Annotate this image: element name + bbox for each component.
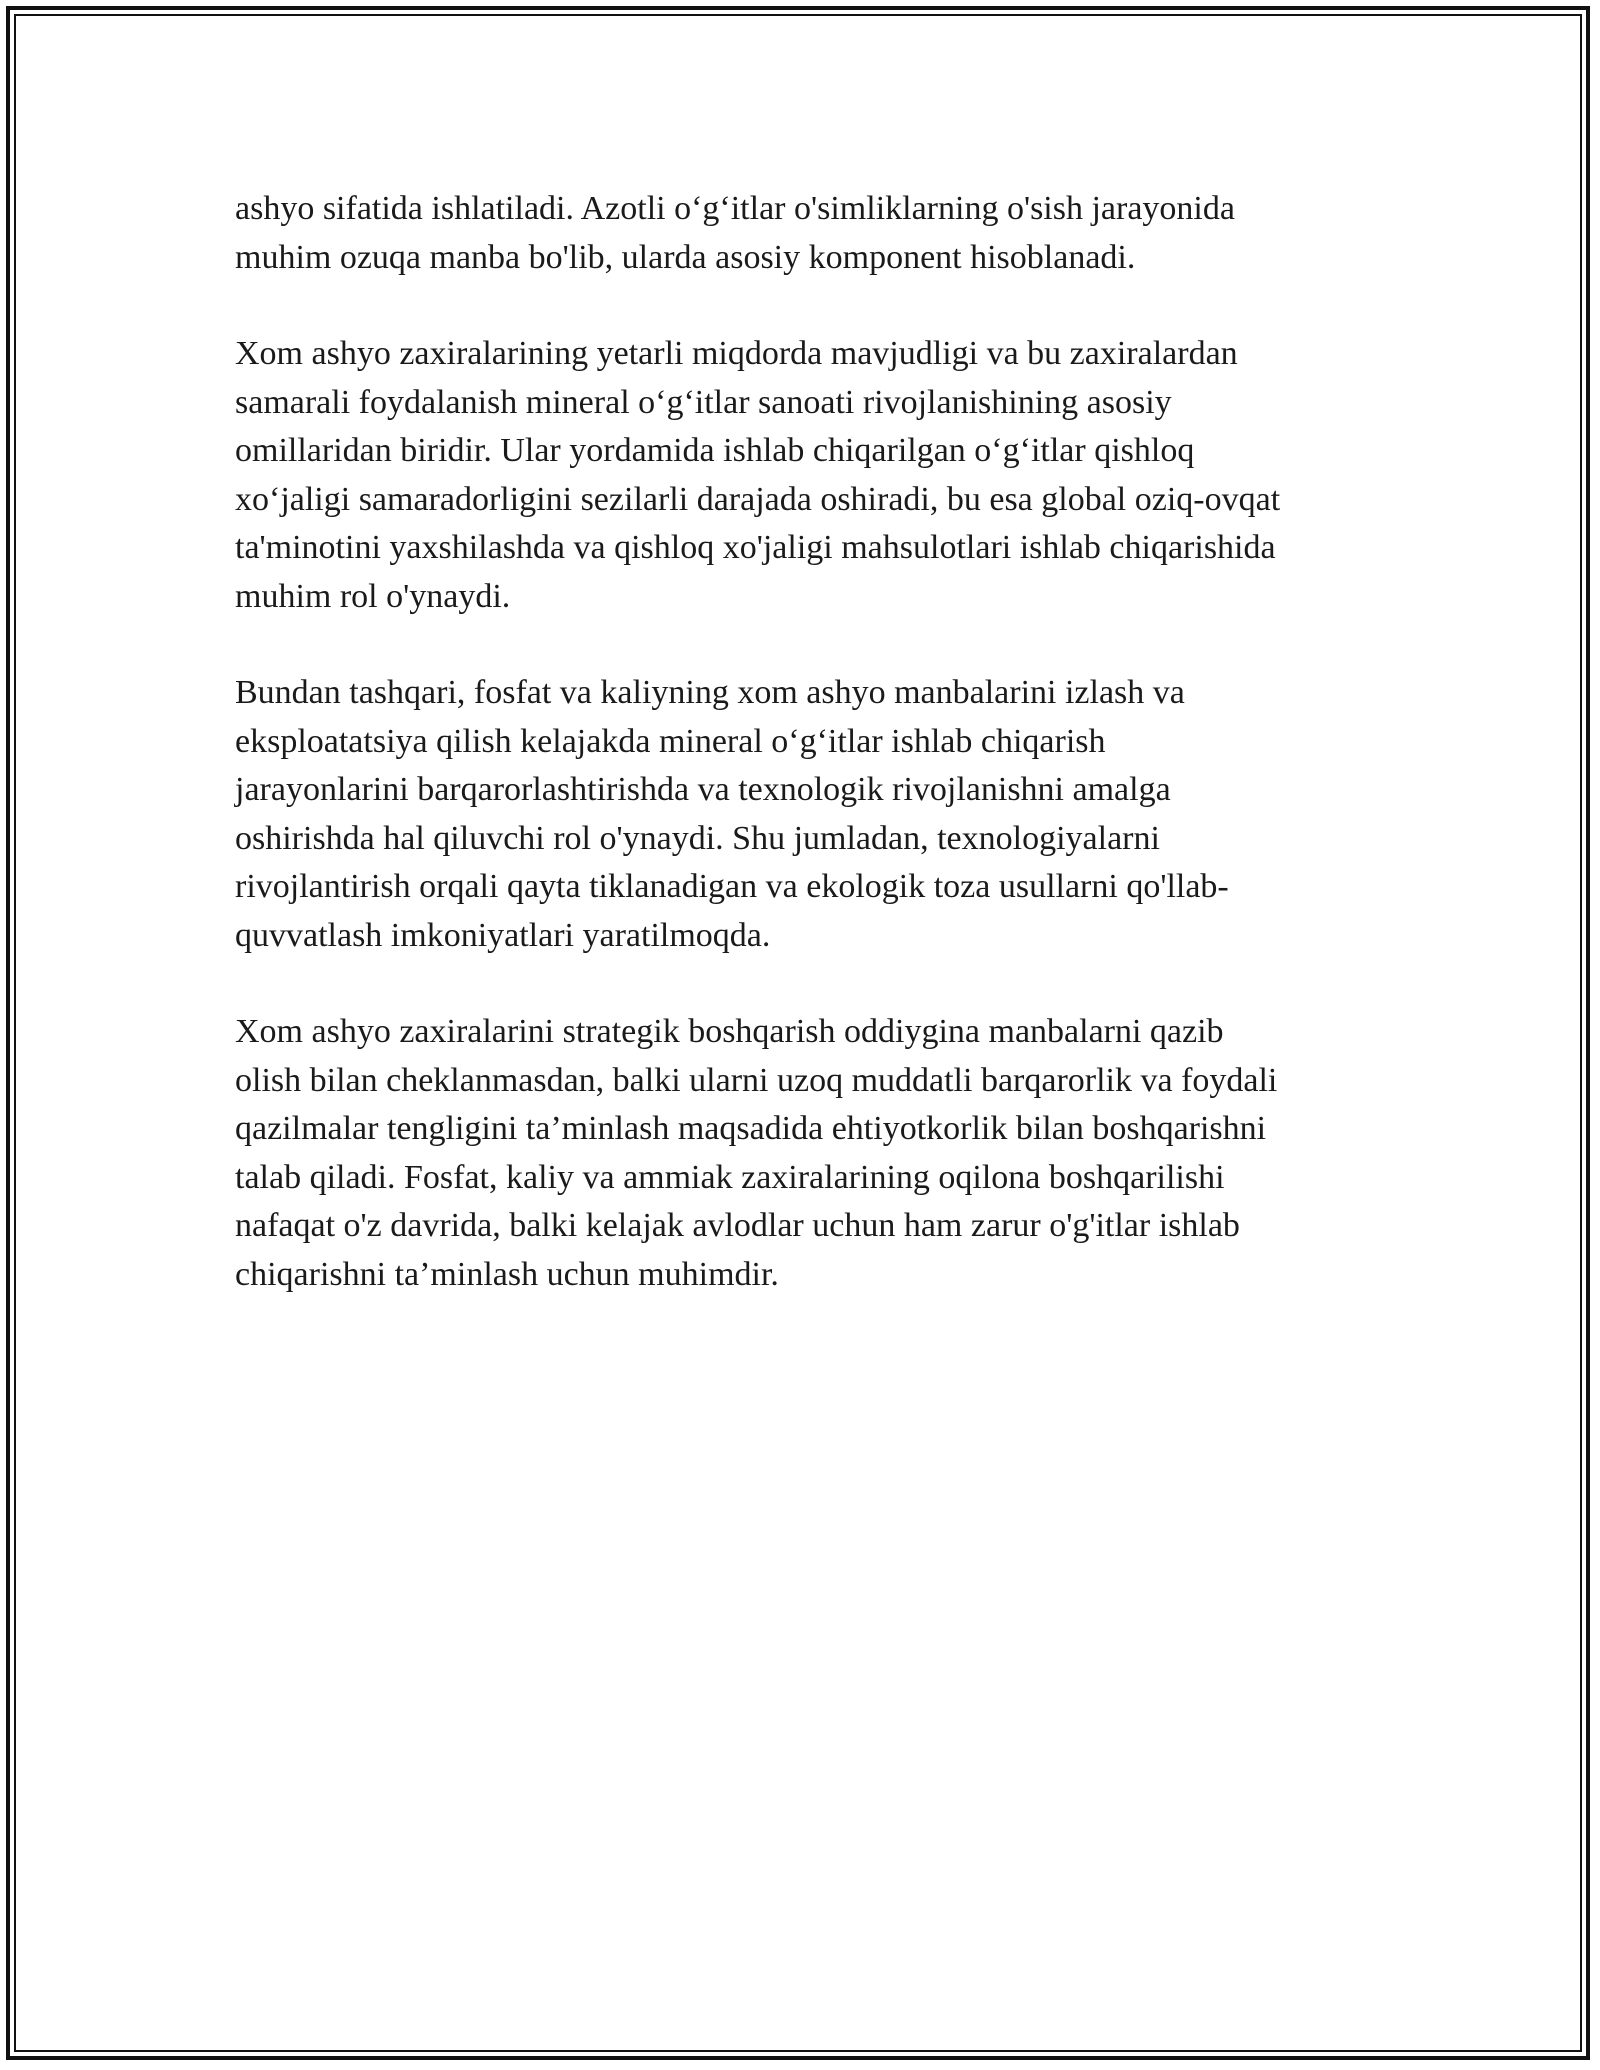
- text-line: rivojlantirish orqali qayta tiklanadigan va ekologik toza usullarni qo'llab-: [235, 868, 1229, 905]
- text-line: nafaqat o'z davrida, balki kelajak avlodlar uchun ham zarur o'g'itlar ishlab: [235, 1207, 1240, 1244]
- text-line: xo‘jaligi samaradorligini sezilarli darajada oshiradi, bu esa global oziq-ovqat: [235, 480, 1281, 518]
- text-line: Xom ashyo zaxiralarini strategik boshqarish oddiygina manbalarni qazib: [235, 1013, 1224, 1050]
- text-line: Xom ashyo zaxiralarining yetarli miqdorda mavjudligi va bu zaxiralardan: [235, 335, 1238, 372]
- text-line: olish bilan cheklanmasdan, balki ularni uzoq muddatli barqarorlik va foydali: [235, 1061, 1278, 1099]
- text-line: samarali foydalanish mineral o‘g‘itlar sanoati rivojlanishining asosiy: [235, 383, 1172, 421]
- text-line: quvvatlash imkoniyatlari yaratilmoqda.: [235, 916, 771, 954]
- text-line: eksploatatsiya qilish kelajakda mineral o‘g‘itlar ishlab chiqarish: [235, 722, 1106, 760]
- document-body: [235, 185, 1375, 1347]
- paragraph-3: [235, 669, 1375, 960]
- text-line: talab qiladi. Fosfat, kaliy va ammiak zaxiralarining oqilona boshqarilishi: [235, 1158, 1225, 1196]
- text-line: Bundan tashqari, fosfat va kaliyning xom ashyo manbalarini izlash va: [235, 674, 1185, 711]
- text-line: ashyo sifatida ishlatiladi. Azotli o‘g‘itlar o'simliklarning o'sish jarayonida: [235, 190, 1235, 227]
- text-line: qazilmalar tengligini ta’minlash maqsadida ehtiyotkorlik bilan boshqarishni: [235, 1110, 1267, 1147]
- text-line: oshirishda hal qiluvchi rol o'ynaydi. Shu jumladan, texnologiyalarni: [235, 819, 1160, 857]
- paragraph-2: [235, 330, 1375, 621]
- paragraph-4: [235, 1008, 1375, 1299]
- text-line: ta'minotini yaxshilashda va qishloq xo'jaligi mahsulotlari ishlab chiqarishida: [235, 529, 1276, 566]
- text-line: omillaridan biridir. Ular yordamida ishlab chiqarilgan o‘g‘itlar qishloq: [235, 432, 1195, 469]
- text-line: muhim rol o'ynaydi.: [235, 577, 511, 615]
- paragraph-1: [235, 185, 1375, 282]
- text-line: muhim ozuqa manba bo'lib, ularda asosiy komponent hisoblanadi.: [235, 238, 1136, 276]
- text-line: jarayonlarini barqarorlashtirishda va texnologik rivojlanishni amalga: [235, 771, 1171, 808]
- text-line: chiqarishni ta’minlash uchun muhimdir.: [235, 1255, 779, 1293]
